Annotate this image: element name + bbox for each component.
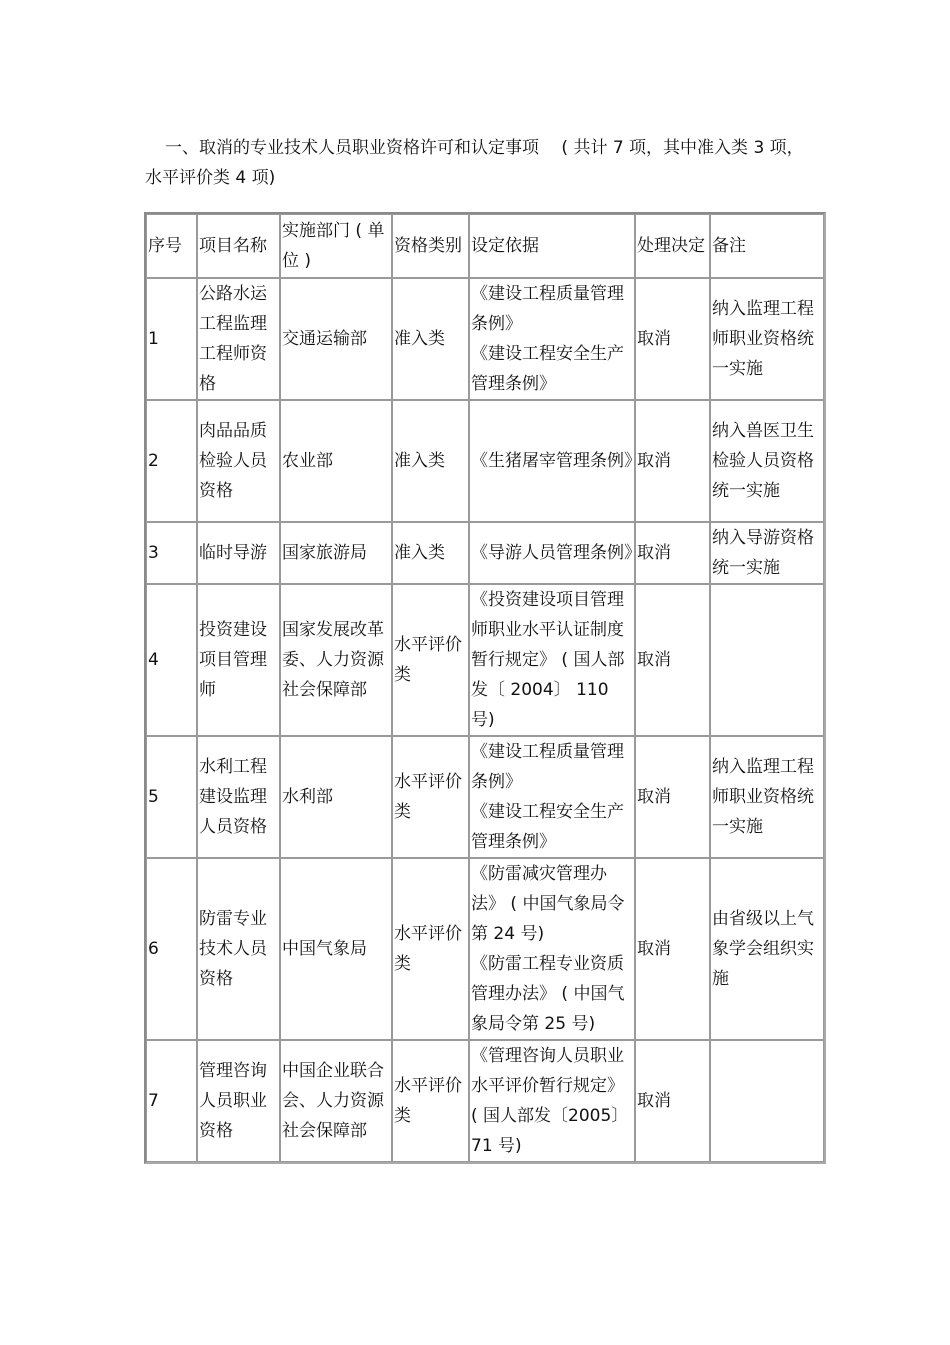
cell-basis — [469, 736, 635, 858]
header-cell-basis: 设定依据 — [469, 214, 635, 278]
cell-dept: 国家发展改革委、人力资源社会保障部 — [280, 584, 392, 736]
cell-dept: 交通运输部 — [280, 278, 392, 400]
cell-category: 水平评价类 — [392, 584, 469, 736]
basis-line: 《建设工程质量管理条例》 — [471, 742, 624, 792]
cell-note: 纳入监理工程师职业资格统一实施 — [710, 278, 824, 400]
cell-no: 7 — [146, 1040, 197, 1162]
cell-decision: 取消 — [635, 522, 710, 584]
cell-category: 准入类 — [392, 400, 469, 522]
cell-name: 肉品品质检验人员资格 — [197, 400, 280, 522]
cell-dept: 国家旅游局 — [280, 522, 392, 584]
cell-decision: 取消 — [635, 1040, 710, 1162]
cell-no: 2 — [146, 400, 197, 522]
cell-name: 管理咨询人员职业资格 — [197, 1040, 280, 1162]
cell-basis — [469, 584, 635, 736]
basis-line: 《生猪屠宰管理条例》 — [471, 451, 641, 471]
cell-basis — [469, 400, 641, 522]
cell-no: 1 — [146, 278, 197, 400]
cell-category: 准入类 — [392, 522, 469, 584]
cell-category: 水平评价类 — [392, 858, 469, 1040]
cell-note — [710, 584, 824, 736]
table-row — [146, 1040, 824, 1162]
cell-basis — [469, 522, 641, 584]
table-row — [146, 858, 824, 1040]
header-cell-dept: 实施部门 ( 单位 ) — [280, 214, 392, 278]
basis-line: 《导游人员管理条例》 — [471, 543, 641, 563]
basis-line: 《管理咨询人员职业水平评价暂行规定》 ( 国人部发〔2005〕 71 号) — [471, 1046, 629, 1156]
cell-category: 水平评价类 — [392, 1040, 469, 1162]
header-cell-name: 项目名称 — [197, 214, 280, 278]
cell-dept: 中国企业联合会、人力资源社会保障部 — [280, 1040, 392, 1162]
table-row — [146, 400, 824, 522]
basis-line: 《投资建设项目管理师职业水平认证制度暂行规定》 ( 国人部发〔 2004〕 110 号) — [471, 590, 625, 730]
table-row — [146, 584, 824, 736]
table-row — [146, 278, 824, 400]
section-heading: 一、取消的专业技术人员职业资格许可和认定事项 ( 共计 7 项，其中准入类 3 项，水平评价类 4 项) — [145, 138, 804, 188]
cell-dept: 农业部 — [280, 400, 392, 522]
cell-dept: 水利部 — [280, 736, 392, 858]
cell-name: 水利工程建设监理人员资格 — [197, 736, 280, 858]
cell-decision: 取消 — [635, 858, 710, 1040]
table-header-row — [146, 214, 824, 278]
cell-decision: 取消 — [635, 584, 710, 736]
cell-category: 准入类 — [392, 278, 469, 400]
cell-no: 5 — [146, 736, 197, 858]
qualification-table — [144, 212, 826, 1164]
header-cell-category: 资格类别 — [392, 214, 469, 278]
cell-decision: 取消 — [635, 400, 710, 522]
cell-name: 临时导游 — [197, 522, 280, 584]
cell-note: 由省级以上气象学会组织实施 — [710, 858, 824, 1040]
cell-basis — [469, 278, 635, 400]
table-row — [146, 736, 824, 858]
cell-decision: 取消 — [635, 736, 710, 858]
cell-dept: 中国气象局 — [280, 858, 392, 1040]
cell-category: 水平评价类 — [392, 736, 469, 858]
cell-basis — [469, 858, 635, 1040]
basis-line: 《建设工程质量管理条例》 — [471, 284, 624, 334]
basis-line: 《建设工程安全生产管理条例》 — [471, 344, 624, 394]
header-cell-no: 序号 — [146, 214, 197, 278]
cell-no: 6 — [146, 858, 197, 1040]
basis-line: 《建设工程安全生产管理条例》 — [471, 802, 624, 852]
cell-no: 4 — [146, 584, 197, 736]
cell-name: 公路水运工程监理工程师资格 — [197, 278, 280, 400]
cell-basis — [469, 1040, 635, 1162]
cell-no: 3 — [146, 522, 197, 584]
cell-decision: 取消 — [635, 278, 710, 400]
cell-note — [710, 1040, 824, 1162]
table-row — [146, 522, 824, 584]
cell-name: 投资建设项目管理师 — [197, 584, 280, 736]
cell-note: 纳入兽医卫生检验人员资格统一实施 — [710, 400, 824, 522]
cell-note: 纳入监理工程师职业资格统一实施 — [710, 736, 824, 858]
basis-line: 《防雷减灾管理办法》 ( 中国气象局令第 24 号) — [471, 864, 625, 944]
header-cell-decision: 处理决定 — [635, 214, 710, 278]
basis-line: 《防雷工程专业资质管理办法》 ( 中国气象局令第 25 号) — [471, 954, 625, 1034]
header-cell-note: 备注 — [710, 214, 824, 278]
cell-name: 防雷专业技术人员资格 — [197, 858, 280, 1040]
cell-note: 纳入导游资格统一实施 — [710, 522, 824, 584]
